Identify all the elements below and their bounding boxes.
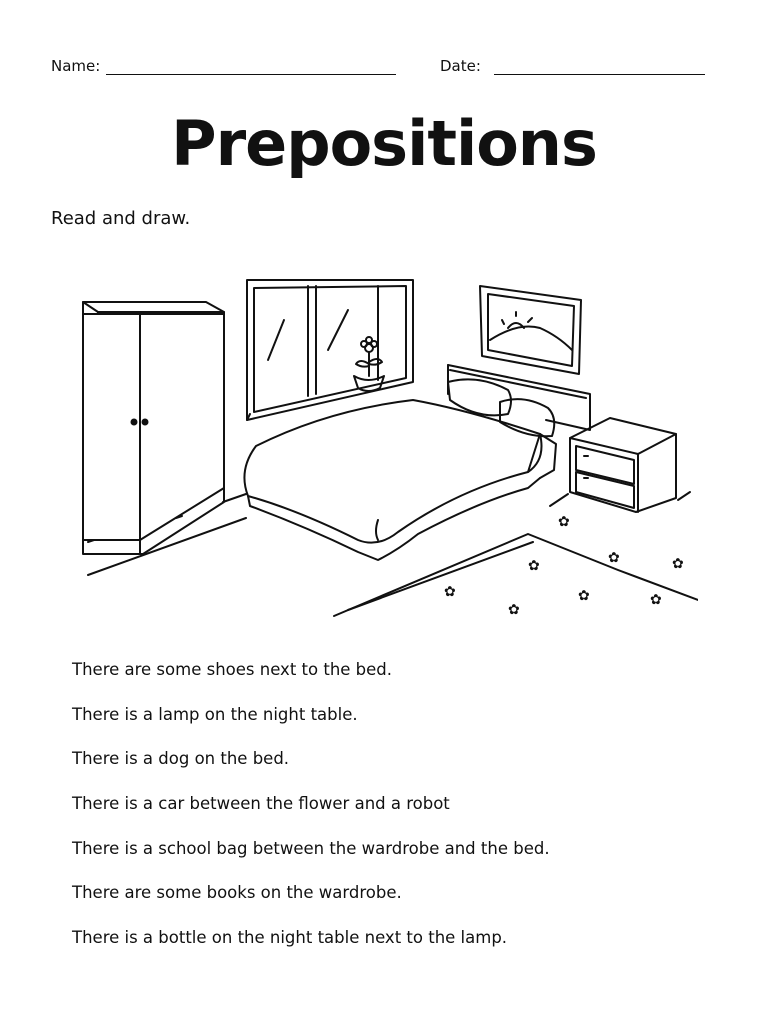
svg-text:✿: ✿ <box>508 602 520 618</box>
sentence-list <box>72 657 550 970</box>
svg-text:✿: ✿ <box>578 588 590 604</box>
sentence-item: There is a dog on the bed. <box>72 749 290 769</box>
svg-text:✿: ✿ <box>444 584 456 600</box>
date-label: Date: <box>440 57 481 75</box>
instruction-text: Read and draw. <box>51 208 191 229</box>
svg-text:✿: ✿ <box>608 550 620 566</box>
rug-flowers <box>444 514 684 618</box>
wall-picture <box>480 286 581 374</box>
bedroom-illustration <box>78 270 698 620</box>
sentence-item: There is a lamp on the night table. <box>72 704 358 724</box>
bed <box>244 365 590 560</box>
sentence-item: There is a car between the flower and a robot <box>72 794 450 814</box>
floor-lines <box>88 492 698 616</box>
svg-text:✿: ✿ <box>650 592 662 608</box>
worksheet-title: Prepositions <box>171 107 597 180</box>
name-answer-line[interactable] <box>106 74 396 75</box>
svg-text:✿: ✿ <box>558 514 570 530</box>
sentence-item: There is a school bag between the wardrobe and the bed. <box>72 838 550 858</box>
sentence-item: There is a bottle on the night table next to the lamp. <box>72 928 508 948</box>
svg-text:✿: ✿ <box>672 556 684 572</box>
flower-pot <box>354 337 384 391</box>
sentence-item: There are some shoes next to the bed. <box>72 660 393 679</box>
svg-text:✿: ✿ <box>528 558 540 574</box>
night-table <box>570 418 676 512</box>
sentence-item: There are some books on the wardrobe. <box>72 883 402 903</box>
wardrobe <box>83 302 224 554</box>
name-label: Name: <box>51 57 101 75</box>
date-answer-line[interactable] <box>494 74 705 75</box>
window <box>247 280 413 420</box>
